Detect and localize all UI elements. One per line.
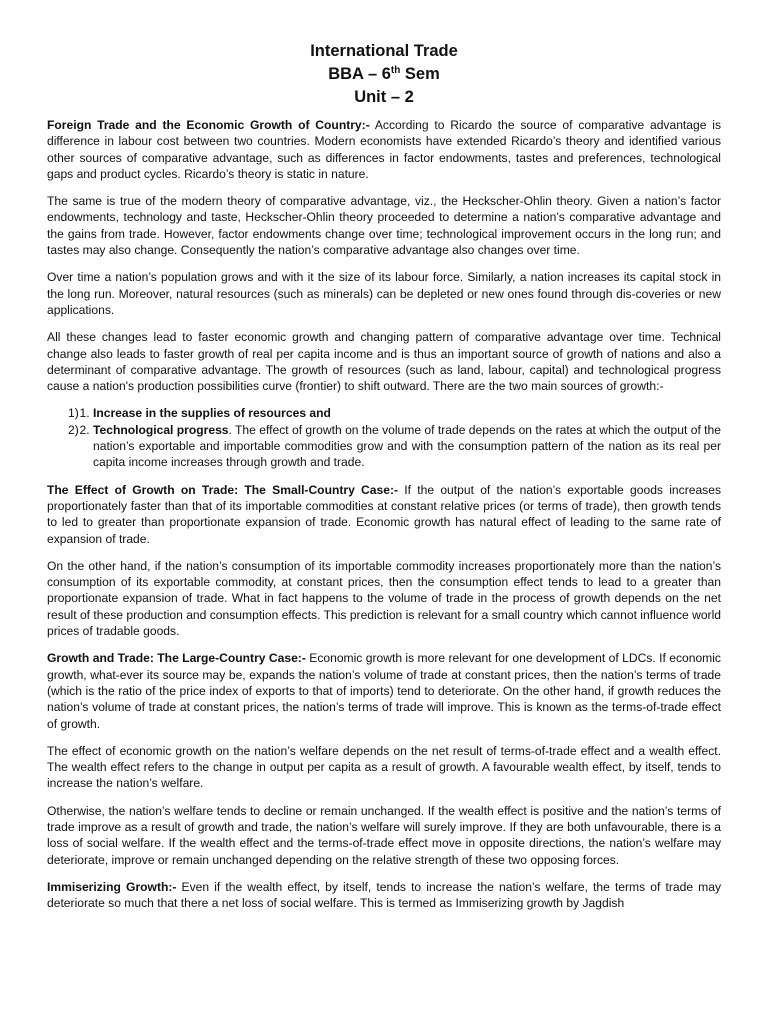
- list-item: [68, 422, 721, 471]
- heading-immiserizing: Immiserizing Growth:-: [47, 879, 177, 894]
- paragraph-consumption-effect: On the other hand, if the nation’s consumption of its importable commodity increases proportionately more than the nation’s consumption of its exportable commodity, at constant prices, then the consumption effect tends to lead to a greater than proportionate expansion of trade. What in fact happens to the volume of trade in the process of growth depends on the net result of these production and consumption effects. This prediction is relevant for a small country which cannot influence world prices of tradable goods.: [47, 558, 721, 639]
- course-prefix: BBA – 6: [328, 65, 391, 83]
- paragraph-text: Even if the wealth effect, by itself, tends to increase the nation’s welfare, the terms of trade may deteriorate so much that there a net loss of social welfare. This is termed as Immiserizing growth by Jagdish: [47, 879, 721, 911]
- list-item-bold: Technological progress: [93, 422, 229, 437]
- paragraph-welfare-decline: Otherwise, the nation’s welfare tends to decline or remain unchanged. If the wealth effect is positive and the nation’s terms of trade improve as a result of growth and trade, the nation’s welfare will surely improve. If they are both unfavourable, there is a loss of social welfare. If the wealth effect and the terms-of-trade effect move in opposite directions, the nation’s welfare may deteriorate, improve or remain unchanged depending on the relative strength of these two opposing forces.: [47, 803, 721, 867]
- list-number: 2. 2): [68, 422, 79, 437]
- list-number: 1. 1): [68, 406, 79, 421]
- list-item-bold: Increase in the supplies of resources and: [93, 406, 331, 421]
- document-title: International Trade: [310, 42, 458, 60]
- course-suffix: Sem: [400, 65, 440, 83]
- paragraph-foreign-trade: [47, 117, 721, 182]
- heading-foreign-trade: Foreign Trade and the Economic Growth of Country:-: [47, 118, 370, 132]
- growth-sources-list: [47, 405, 721, 470]
- paragraph-heckscher-ohlin: The same is true of the modern theory of comparative advantage, viz., the Heckscher-Ohlin theory. Given a nation’s factor endowments, technology and taste, Heckscher-Ohlin theory proceeded to determine a nation’s comparative advantage and the gains from trade. However, factor endowments change over time; technological improvement occurs in the long run; and tastes may also change. Consequently the nation’s comparative advantage also changes over time.: [47, 194, 721, 258]
- unit-line: Unit – 2: [354, 88, 414, 106]
- paragraph-large-country: [47, 650, 721, 731]
- paragraph-immiserizing: [47, 879, 721, 912]
- title-block: [47, 40, 721, 109]
- paragraph-growth-sources: All these changes lead to faster economic growth and changing pattern of comparative advantage over time. Technical change also leads to faster growth of real per capita income and is thus an important source of growth of nations and also a determinant of comparative advantage. The growth of resources (such as land, labour, capital) and technological progress cause a nation's production possibilities curve (frontier) to shift outward. There are the two main sources of growth:-: [47, 330, 721, 394]
- list-item-text: . The effect of growth on the volume of trade depends on the rates at which the output of the nation’s exportable and importable commodities grow and with the consumption pattern of the nation as its real per capita income increases through growth and trade.: [93, 422, 721, 470]
- heading-small-country: The Effect of Growth on Trade: The Small-Country Case:-: [47, 482, 399, 497]
- heading-large-country: Growth and Trade: The Large-Country Case:-: [47, 651, 306, 666]
- paragraph-text: Economic growth is more relevant for one development of LDCs. If economic growth, what-ever its source may be, expands the nation’s volume of trade at constant prices, then the nation’s terms of trade (which is the ratio of the price index of exports to that of imports) tend to deteriorate. On the other hand, if growth reduces the nation’s volume of trade at constant prices, the nation’s terms of trade will improve. This is known as the terms-of-trade effect of growth.: [47, 651, 721, 731]
- paragraph-small-country: [47, 482, 721, 547]
- list-item: [68, 405, 721, 421]
- course-superscript: th: [390, 65, 401, 76]
- paragraph-population: Over time a nation’s population grows and with it the size of its labour force. Similarly, a nation increases its capital stock in the long run. Moreover, natural resources (such as minerals) can be depleted or new ones found through dis-coveries or new applications.: [47, 270, 721, 317]
- course-line: [47, 63, 721, 86]
- paragraph-text: If the output of the nation’s exportable goods increases proportionately faster than that of its importable commodities at constant relative prices (or terms of trade), then growth tends to led to greater than proportionate expansion of trade. Economic growth has natural effect of leading to the same rate of expansion of trade.: [47, 482, 721, 546]
- paragraph-welfare: The effect of economic growth on the nation’s welfare depends on the net result of terms-of-trade effect and a wealth effect. The wealth effect refers to the change in output per capita as a result of growth. A favourable wealth effect, by itself, tends to increase the nation’s welfare.: [47, 743, 721, 791]
- paragraph-text: According to Ricardo the source of comparative advantage is difference in labour cost between two countries. Modern economists have extended Ricardo’s theory and identified various other sources of comparative advantage, such as differences in factor endowments, tastes and preferences, technological gaps and product cycles. Ricardo’s theory is static in nature.: [47, 118, 721, 181]
